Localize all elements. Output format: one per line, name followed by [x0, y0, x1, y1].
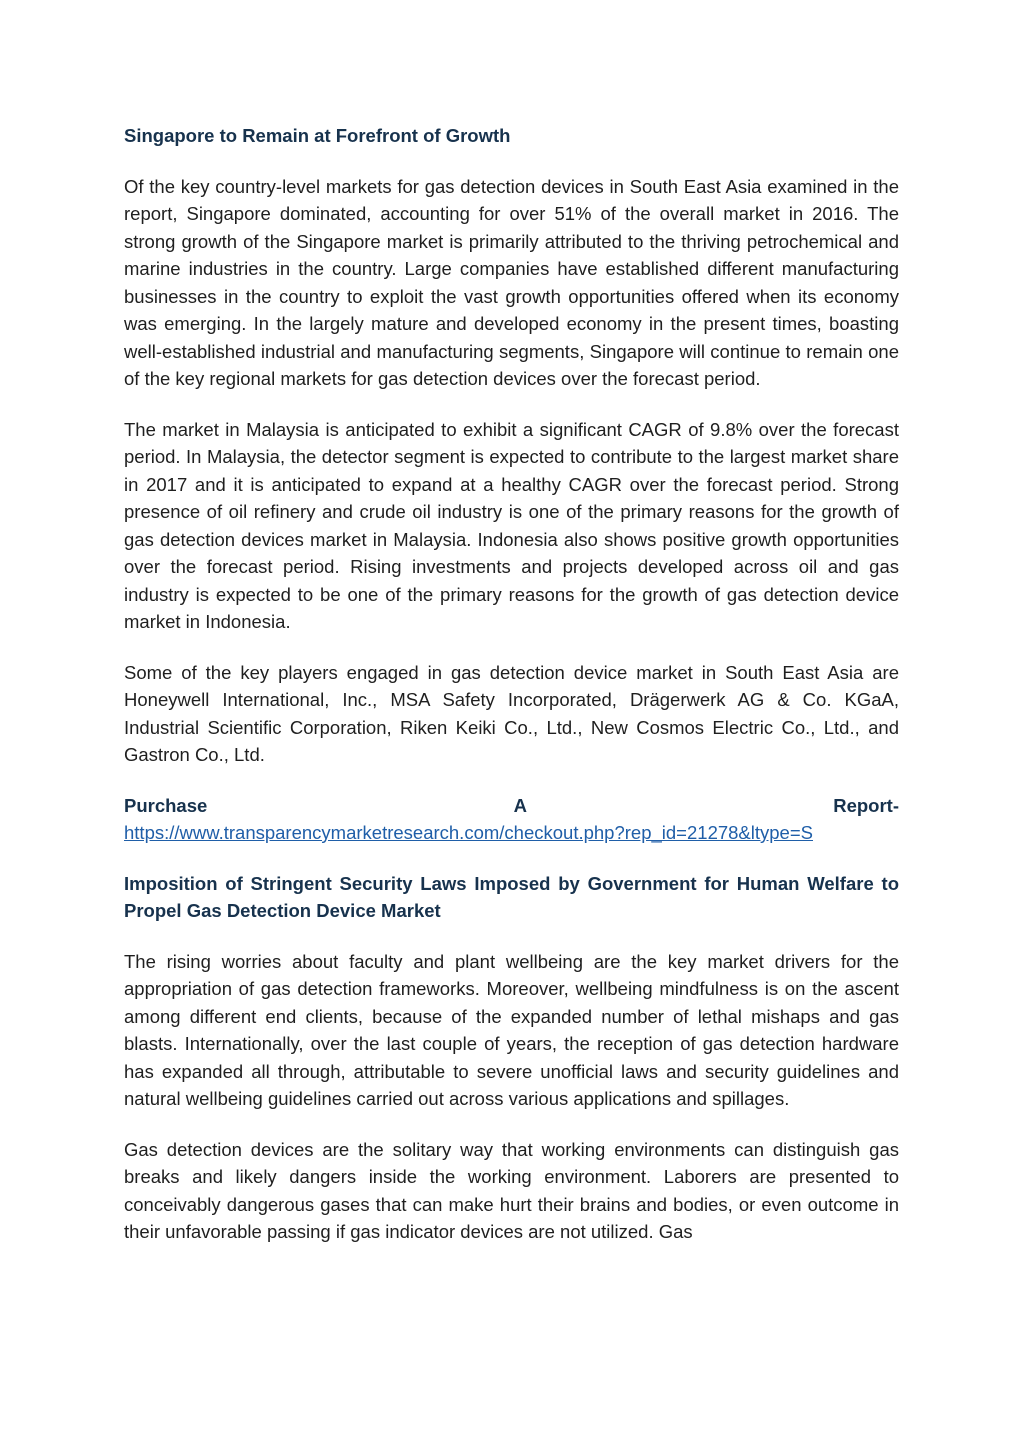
purchase-report-link[interactable]: https://www.transparencymarketresearch.com/checkout.php?rep_id=21278&ltype=S	[124, 822, 813, 843]
a-word: A	[513, 794, 527, 816]
report-word: Report-	[833, 794, 899, 816]
paragraph-singapore: Of the key country-level markets for gas detection devices in South East Asia examined in the report, Singapore dominated, accounting for over 51% of the overall market in 2016. The strong growth of the Singapore market is primarily attributed to the thriving petrochemical and marine industries in the country. Large companies have established different manufacturing businesses in the country to exploit the vast growth opportunities offered when its economy was emerging. In the largely mature and developed economy in the present times, boasting well-established industrial and manufacturing segments, Singapore will continue to remain one of the key regional markets for gas detection devices over the forecast period.	[124, 175, 899, 389]
paragraph-malaysia: The market in Malaysia is anticipated to exhibit a significant CAGR of 9.8% over the forecast period. In Malaysia, the detector segment is expected to contribute to the largest market share in 2017 and it is anticipated to expand at a healthy CAGR over the forecast period. Strong presence of oil refinery and crude oil industry is one of the primary reasons for the growth of gas detection devices market in Malaysia. Indonesia also shows positive growth opportunities over the forecast period. Rising investments and projects developed across oil and gas industry is expected to be one of the primary reasons for the growth of gas detection device market in Indonesia.	[124, 418, 899, 632]
section-heading-singapore: Singapore to Remain at Forefront of Growth	[124, 125, 511, 146]
purchase-label-row	[124, 792, 899, 820]
paragraph-gas-detection-devices: Gas detection devices are the solitary way that working environments can distinguish gas breaks and likely dangers inside the working environment. Laborers are presented to conceivably dangerous gases that can make hurt their brains and bodies, or even outcome in their unfavorable passing if gas indicator devices are not utilized. Gas	[124, 1138, 899, 1242]
document-page	[124, 122, 899, 1246]
purchase-word: Purchase	[124, 794, 208, 816]
paragraph-market-drivers: The rising worries about faculty and plant wellbeing are the key market drivers for the appropriation of gas detection frameworks. Moreover, wellbeing mindfulness is on the ascent among different end clients, because of the expanded number of lethal mishaps and gas blasts. Internationally, over the last couple of years, the reception of gas detection hardware has expanded all through, attributable to severe unofficial laws and security guidelines and natural wellbeing guidelines carried out across various applications and spillages.	[124, 950, 899, 1109]
paragraph-key-players: Some of the key players engaged in gas detection device market in South East Asia are Honeywell International, Inc., MSA Safety Incorporated, Drägerwerk AG & Co. KGaA, Industrial Scientific Corporation, Riken Keiki Co., Ltd., New Cosmos Electric Co., Ltd., and Gastron Co., Ltd.	[124, 661, 899, 765]
section-heading-security-laws: Imposition of Stringent Security Laws Imposed by Government for Human Welfare to Propel Gas Detection Device Market	[124, 872, 899, 921]
